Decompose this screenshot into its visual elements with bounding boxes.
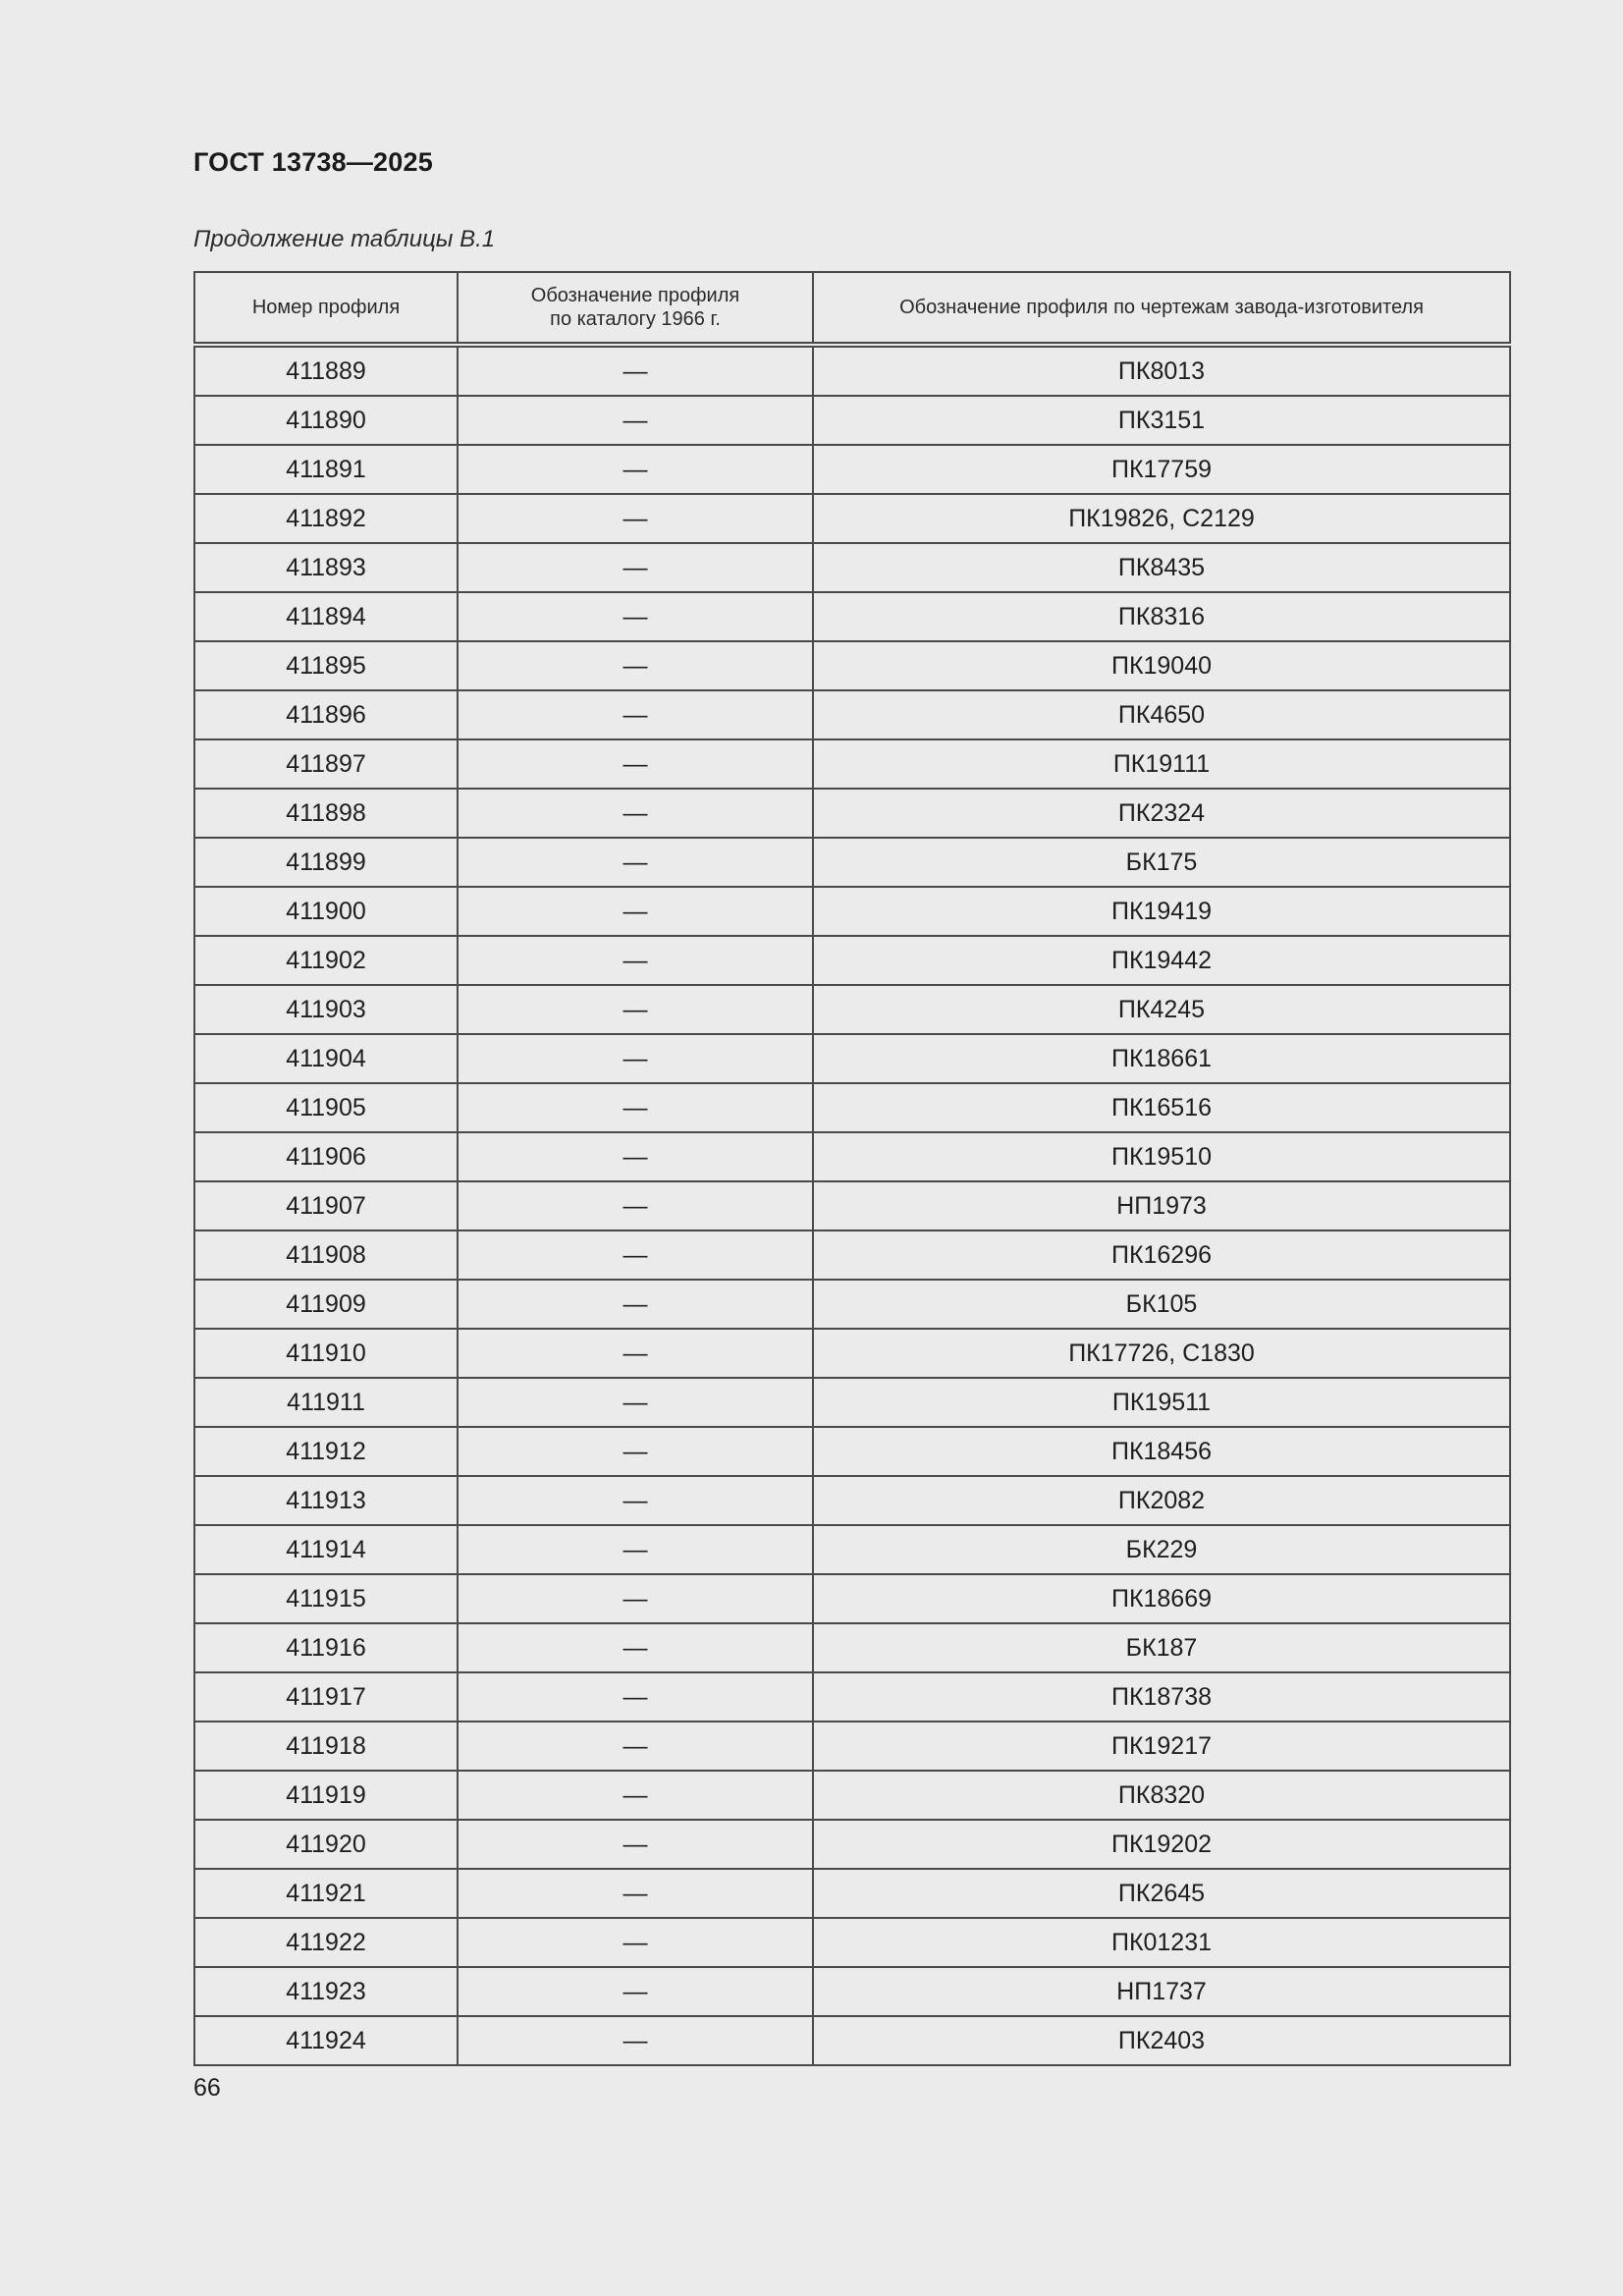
cell-profile-number: 411897 — [194, 739, 458, 789]
cell-catalog-designation: — — [458, 1280, 813, 1329]
cell-profile-number: 411895 — [194, 641, 458, 690]
cell-catalog-designation: — — [458, 1967, 813, 2016]
cell-profile-number: 411924 — [194, 2016, 458, 2065]
cell-factory-designation: ПК2082 — [813, 1476, 1510, 1525]
table-row — [194, 641, 1510, 690]
cell-factory-designation: ПК19419 — [813, 887, 1510, 936]
cell-catalog-designation: — — [458, 1034, 813, 1083]
table-row — [194, 1967, 1510, 2016]
column-header-catalog-line2: по каталогу 1966 г. — [550, 308, 721, 330]
cell-factory-designation: ПК8316 — [813, 592, 1510, 641]
cell-catalog-designation: — — [458, 1771, 813, 1820]
cell-factory-designation: БК229 — [813, 1525, 1510, 1574]
table-row — [194, 739, 1510, 789]
table-row — [194, 1329, 1510, 1378]
cell-factory-designation: ПК18456 — [813, 1427, 1510, 1476]
cell-catalog-designation: — — [458, 887, 813, 936]
cell-factory-designation: ПК19202 — [813, 1820, 1510, 1869]
table-row — [194, 936, 1510, 985]
cell-catalog-designation: — — [458, 789, 813, 838]
table-caption: Продолжение таблицы В.1 — [193, 226, 496, 252]
cell-catalog-designation: — — [458, 985, 813, 1034]
cell-profile-number: 411899 — [194, 838, 458, 887]
cell-profile-number: 411892 — [194, 494, 458, 543]
table-row — [194, 1525, 1510, 1574]
cell-profile-number: 411909 — [194, 1280, 458, 1329]
table-row — [194, 690, 1510, 739]
cell-factory-designation: ПК19442 — [813, 936, 1510, 985]
cell-factory-designation: БК105 — [813, 1280, 1510, 1329]
table-row — [194, 494, 1510, 543]
table-row — [194, 789, 1510, 838]
table-row — [194, 543, 1510, 592]
document-title: ГОСТ 13738—2025 — [193, 147, 433, 177]
cell-factory-designation: ПК18661 — [813, 1034, 1510, 1083]
cell-factory-designation: ПК19511 — [813, 1378, 1510, 1427]
cell-catalog-designation: — — [458, 936, 813, 985]
cell-factory-designation: ПК19510 — [813, 1132, 1510, 1181]
table-row — [194, 1427, 1510, 1476]
cell-profile-number: 411922 — [194, 1918, 458, 1967]
table-row — [194, 985, 1510, 1034]
cell-catalog-designation: — — [458, 1476, 813, 1525]
cell-catalog-designation: — — [458, 592, 813, 641]
cell-factory-designation: НП1973 — [813, 1181, 1510, 1230]
table-row — [194, 1034, 1510, 1083]
column-header-catalog-line1: Обозначение профиля — [530, 285, 740, 306]
cell-catalog-designation: — — [458, 543, 813, 592]
cell-profile-number: 411889 — [194, 345, 458, 396]
cell-factory-designation: ПК16296 — [813, 1230, 1510, 1280]
table-row — [194, 1476, 1510, 1525]
cell-catalog-designation: — — [458, 739, 813, 789]
table-header — [194, 272, 1510, 345]
table-row — [194, 1869, 1510, 1918]
table-row — [194, 445, 1510, 494]
cell-factory-designation: ПК2324 — [813, 789, 1510, 838]
cell-factory-designation: ПК2403 — [813, 2016, 1510, 2065]
cell-profile-number: 411902 — [194, 936, 458, 985]
cell-factory-designation: ПК8320 — [813, 1771, 1510, 1820]
table-body — [194, 345, 1510, 2065]
cell-profile-number: 411905 — [194, 1083, 458, 1132]
table-row — [194, 838, 1510, 887]
profiles-table — [193, 271, 1511, 2066]
table-row — [194, 1722, 1510, 1771]
column-header-profile-number: Номер профиля — [194, 272, 458, 345]
cell-factory-designation: ПК19826, С2129 — [813, 494, 1510, 543]
cell-profile-number: 411920 — [194, 1820, 458, 1869]
cell-catalog-designation: — — [458, 1918, 813, 1967]
cell-factory-designation: ПК16516 — [813, 1083, 1510, 1132]
table-row — [194, 1574, 1510, 1623]
table-row — [194, 1378, 1510, 1427]
cell-profile-number: 411916 — [194, 1623, 458, 1672]
cell-catalog-designation: — — [458, 396, 813, 445]
cell-catalog-designation: — — [458, 1722, 813, 1771]
cell-catalog-designation: — — [458, 1525, 813, 1574]
table-row — [194, 1672, 1510, 1722]
cell-catalog-designation: — — [458, 1132, 813, 1181]
cell-profile-number: 411913 — [194, 1476, 458, 1525]
cell-factory-designation: ПК19040 — [813, 641, 1510, 690]
cell-catalog-designation: — — [458, 1672, 813, 1722]
cell-catalog-designation: — — [458, 1378, 813, 1427]
table-row — [194, 592, 1510, 641]
cell-catalog-designation: — — [458, 1230, 813, 1280]
cell-profile-number: 411903 — [194, 985, 458, 1034]
table-header-row — [194, 272, 1510, 345]
cell-catalog-designation: — — [458, 1083, 813, 1132]
cell-factory-designation: БК175 — [813, 838, 1510, 887]
table-row — [194, 1083, 1510, 1132]
cell-profile-number: 411919 — [194, 1771, 458, 1820]
cell-profile-number: 411917 — [194, 1672, 458, 1722]
cell-profile-number: 411907 — [194, 1181, 458, 1230]
cell-factory-designation: ПК8435 — [813, 543, 1510, 592]
table-row — [194, 1132, 1510, 1181]
cell-profile-number: 411894 — [194, 592, 458, 641]
cell-factory-designation: ПК17759 — [813, 445, 1510, 494]
cell-profile-number: 411923 — [194, 1967, 458, 2016]
column-header-catalog-designation — [458, 272, 813, 345]
cell-catalog-designation: — — [458, 1574, 813, 1623]
cell-catalog-designation: — — [458, 1623, 813, 1672]
cell-factory-designation: ПК19217 — [813, 1722, 1510, 1771]
cell-catalog-designation: — — [458, 1869, 813, 1918]
cell-profile-number: 411906 — [194, 1132, 458, 1181]
cell-profile-number: 411912 — [194, 1427, 458, 1476]
cell-profile-number: 411914 — [194, 1525, 458, 1574]
table-row — [194, 1771, 1510, 1820]
table-row — [194, 345, 1510, 396]
table-row — [194, 1280, 1510, 1329]
table-row — [194, 396, 1510, 445]
cell-factory-designation: ПК18669 — [813, 1574, 1510, 1623]
cell-catalog-designation: — — [458, 1329, 813, 1378]
cell-factory-designation: ПК4650 — [813, 690, 1510, 739]
cell-profile-number: 411893 — [194, 543, 458, 592]
cell-catalog-designation: — — [458, 690, 813, 739]
cell-profile-number: 411918 — [194, 1722, 458, 1771]
cell-catalog-designation: — — [458, 2016, 813, 2065]
cell-catalog-designation: — — [458, 641, 813, 690]
table-row — [194, 1820, 1510, 1869]
cell-factory-designation: ПК3151 — [813, 396, 1510, 445]
column-header-factory-designation: Обозначение профиля по чертежам завода-изготовителя — [813, 272, 1510, 345]
cell-factory-designation: ПК8013 — [813, 345, 1510, 396]
cell-factory-designation: ПК18738 — [813, 1672, 1510, 1722]
page-number: 66 — [193, 2074, 221, 2102]
cell-factory-designation: ПК17726, С1830 — [813, 1329, 1510, 1378]
cell-profile-number: 411911 — [194, 1378, 458, 1427]
table-row — [194, 1918, 1510, 1967]
cell-factory-designation: БК187 — [813, 1623, 1510, 1672]
cell-catalog-designation: — — [458, 1181, 813, 1230]
table-row — [194, 1181, 1510, 1230]
table-row — [194, 1230, 1510, 1280]
table-row — [194, 2016, 1510, 2065]
cell-profile-number: 411908 — [194, 1230, 458, 1280]
cell-factory-designation: ПК4245 — [813, 985, 1510, 1034]
cell-profile-number: 411910 — [194, 1329, 458, 1378]
cell-profile-number: 411891 — [194, 445, 458, 494]
cell-catalog-designation: — — [458, 445, 813, 494]
cell-catalog-designation: — — [458, 1820, 813, 1869]
cell-profile-number: 411921 — [194, 1869, 458, 1918]
cell-catalog-designation: — — [458, 345, 813, 396]
cell-profile-number: 411898 — [194, 789, 458, 838]
cell-profile-number: 411915 — [194, 1574, 458, 1623]
cell-profile-number: 411896 — [194, 690, 458, 739]
cell-catalog-designation: — — [458, 1427, 813, 1476]
cell-profile-number: 411890 — [194, 396, 458, 445]
cell-factory-designation: НП1737 — [813, 1967, 1510, 2016]
cell-factory-designation: ПК19111 — [813, 739, 1510, 789]
cell-profile-number: 411904 — [194, 1034, 458, 1083]
cell-profile-number: 411900 — [194, 887, 458, 936]
table-row — [194, 1623, 1510, 1672]
cell-factory-designation: ПК01231 — [813, 1918, 1510, 1967]
cell-catalog-designation: — — [458, 494, 813, 543]
cell-factory-designation: ПК2645 — [813, 1869, 1510, 1918]
table-row — [194, 887, 1510, 936]
cell-catalog-designation: — — [458, 838, 813, 887]
